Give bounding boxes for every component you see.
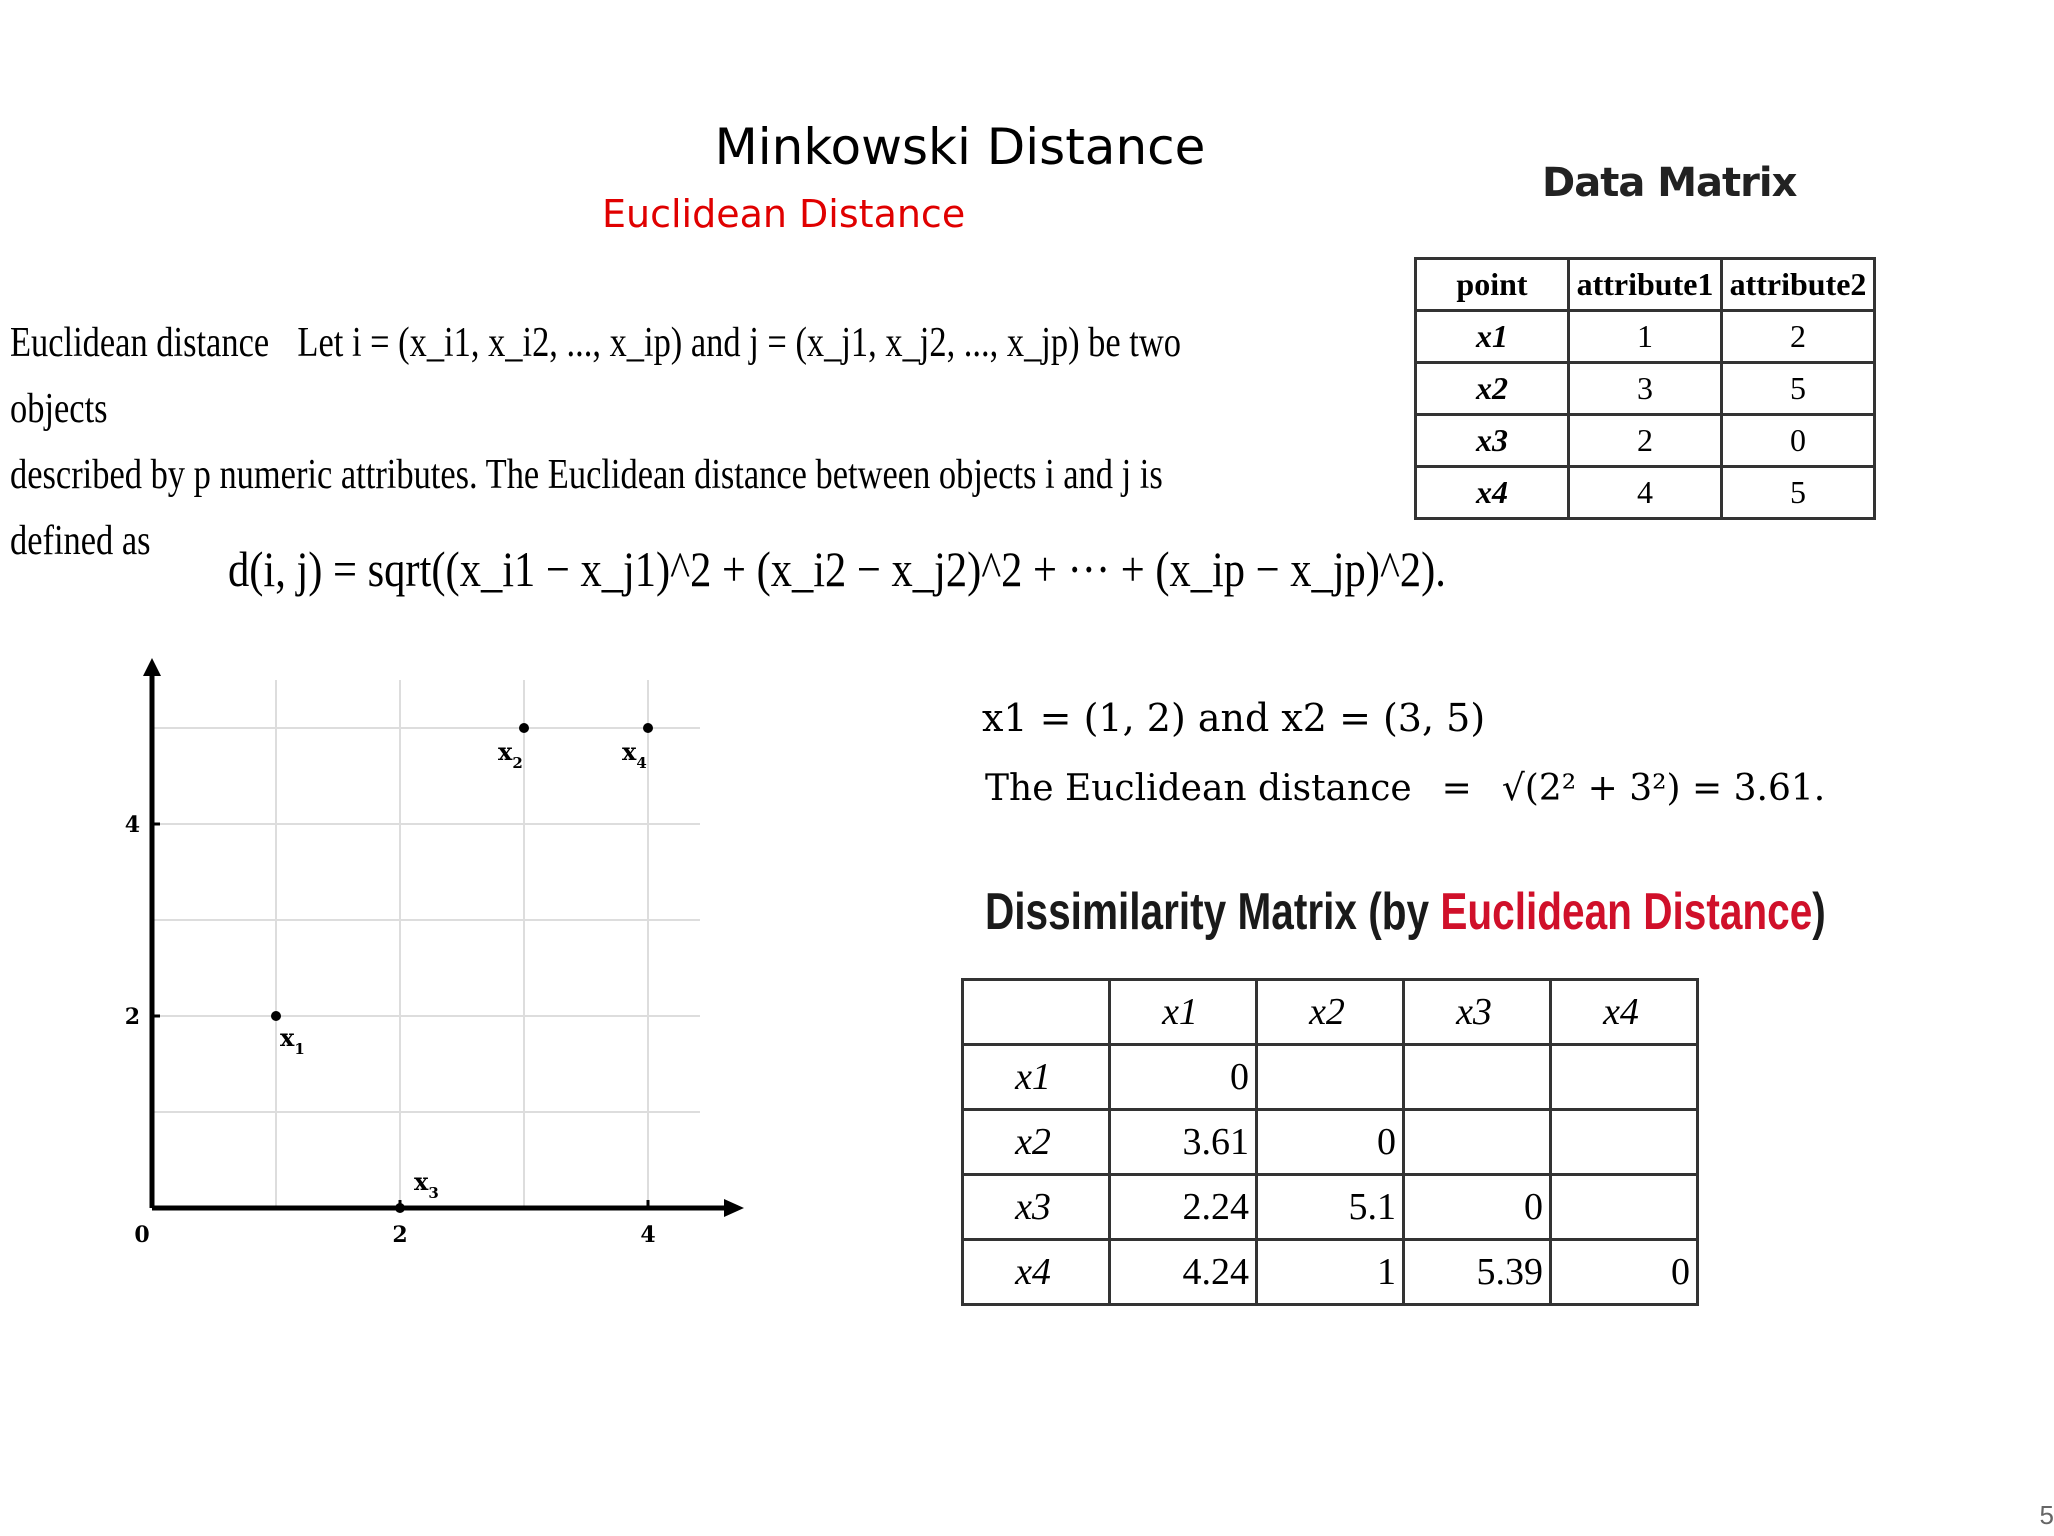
definition-let: Let: [297, 320, 352, 366]
definition-lead: Euclidean distance: [10, 320, 270, 366]
table-header-cell: [963, 980, 1110, 1045]
table-row: [963, 1175, 1698, 1240]
table-cell: 5.39: [1404, 1240, 1551, 1305]
table-cell: 2: [1722, 311, 1875, 363]
table-header-cell: x4: [1551, 980, 1698, 1045]
definition-tail: be two objects: [10, 320, 1181, 432]
table-header-cell: point: [1416, 259, 1569, 311]
table-header-cell: x2: [1257, 980, 1404, 1045]
table-header-row: [1416, 259, 1875, 311]
table-row: [1416, 415, 1875, 467]
table-cell: [1551, 1110, 1698, 1175]
example-line-1: x1 = (1, 2) and x2 = (3, 5): [982, 696, 1486, 740]
point-label-subscript: 1: [294, 1040, 305, 1058]
table-row-header: x3: [963, 1175, 1110, 1240]
table-cell: 0: [1722, 415, 1875, 467]
definition-line-3: defined as: [10, 518, 151, 564]
table-row-header: x1: [963, 1045, 1110, 1110]
table-cell: 4.24: [1110, 1240, 1257, 1305]
example-line-2: [985, 768, 1825, 809]
table-cell: 5.1: [1257, 1175, 1404, 1240]
data-matrix-table: [1414, 257, 1876, 520]
table-cell: 0: [1110, 1045, 1257, 1110]
table-header-cell: attribute2: [1722, 259, 1875, 311]
data-point: [519, 723, 529, 733]
table-header-cell: x3: [1404, 980, 1551, 1045]
table-cell: [1404, 1110, 1551, 1175]
plot-ticks: [125, 812, 656, 1248]
y-tick-label: 2: [124, 1004, 140, 1030]
table-cell: x4: [1416, 467, 1569, 519]
table-cell: 1: [1257, 1240, 1404, 1305]
definition-line-2: described by p numeric attributes. The Euclidean distance between objects i and j is: [10, 452, 1163, 498]
point-label: $x_3$: [414, 1167, 439, 1202]
table-row: [963, 1240, 1698, 1305]
page-number: 5: [2039, 1500, 2054, 1530]
table-cell: [1257, 1045, 1404, 1110]
table-cell: 3.61: [1110, 1110, 1257, 1175]
plot-grid: [152, 680, 700, 1208]
data-matrix-title: Data Matrix: [1542, 160, 1797, 206]
slide-subtitle: Euclidean Distance: [602, 192, 966, 236]
x-tick-label: 0: [134, 1222, 150, 1248]
x-tick-label: 2: [392, 1222, 408, 1248]
table-row-header: x4: [963, 1240, 1110, 1305]
scatter-plot: [120, 660, 720, 1260]
table-cell: 3: [1569, 363, 1722, 415]
table-cell: 2.24: [1110, 1175, 1257, 1240]
y-tick-label: 4: [124, 812, 140, 838]
table-cell: [1551, 1175, 1698, 1240]
plot-points: [271, 723, 653, 1213]
j-vector: j = (x_j1, x_j2, ..., x_jp): [749, 320, 1080, 366]
example-expression: √(2² + 3²) = 3.61.: [1501, 768, 1826, 809]
euclidean-formula: d(i, j) = sqrt((x_i1 − x_j1)^2 + (x_i2 − x_j2)^2 + ··· + (x_ip − x_jp)^2).: [228, 541, 1446, 597]
example-equals: =: [1441, 768, 1472, 809]
x-tick-label: 4: [640, 1222, 656, 1248]
slide-title: Minkowski Distance: [714, 118, 1206, 176]
table-cell: 0: [1551, 1240, 1698, 1305]
table-row-header: x2: [963, 1110, 1110, 1175]
table-row: [1416, 363, 1875, 415]
plot-axes: [143, 658, 744, 1217]
table-cell: x3: [1416, 415, 1569, 467]
dissimilarity-table: [961, 978, 1699, 1306]
y-axis-arrow: [143, 658, 161, 676]
table-cell: 2: [1569, 415, 1722, 467]
data-point: [643, 723, 653, 733]
table-cell: 5: [1722, 467, 1875, 519]
point-label-subscript: 4: [636, 754, 647, 772]
table-cell: 4: [1569, 467, 1722, 519]
table-cell: [1551, 1045, 1698, 1110]
table-header-cell: attribute1: [1569, 259, 1722, 311]
table-row: [963, 1045, 1698, 1110]
table-header-row: [963, 980, 1698, 1045]
table-row: [1416, 311, 1875, 363]
data-point: [395, 1203, 405, 1213]
table-cell: x2: [1416, 363, 1569, 415]
point-label: $x_2$: [498, 737, 523, 772]
point-label-subscript: 3: [428, 1184, 439, 1202]
definition-line-1: Euclidean distance Let i = (x_i1, x_i2, ..., x_ip) and j = (x_j1, x_j2, ..., x_jp) be two objects: [10, 320, 1181, 432]
example-label: The Euclidean distance: [985, 768, 1412, 809]
table-cell: x1: [1416, 311, 1569, 363]
table-cell: 0: [1404, 1175, 1551, 1240]
dissimilarity-title: [985, 882, 1826, 942]
table-cell: 5: [1722, 363, 1875, 415]
point-label: $x_4$: [622, 737, 647, 772]
dissimilarity-title-c: ): [1812, 883, 1826, 941]
table-row: [963, 1110, 1698, 1175]
point-label: $x_1$: [280, 1023, 305, 1058]
definition-text: [10, 310, 1256, 574]
table-header-cell: x1: [1110, 980, 1257, 1045]
table-cell: 1: [1569, 311, 1722, 363]
table-row: [1416, 467, 1875, 519]
dissimilarity-title-a: Dissimilarity Matrix (by: [985, 883, 1441, 941]
x-axis-arrow: [724, 1199, 744, 1217]
table-cell: [1404, 1045, 1551, 1110]
i-vector: i = (x_i1, x_i2, ..., x_ip): [351, 320, 683, 366]
point-label-subscript: 2: [512, 754, 523, 772]
dissimilarity-title-b: Euclidean Distance: [1440, 883, 1813, 941]
data-point: [271, 1011, 281, 1021]
table-cell: 0: [1257, 1110, 1404, 1175]
